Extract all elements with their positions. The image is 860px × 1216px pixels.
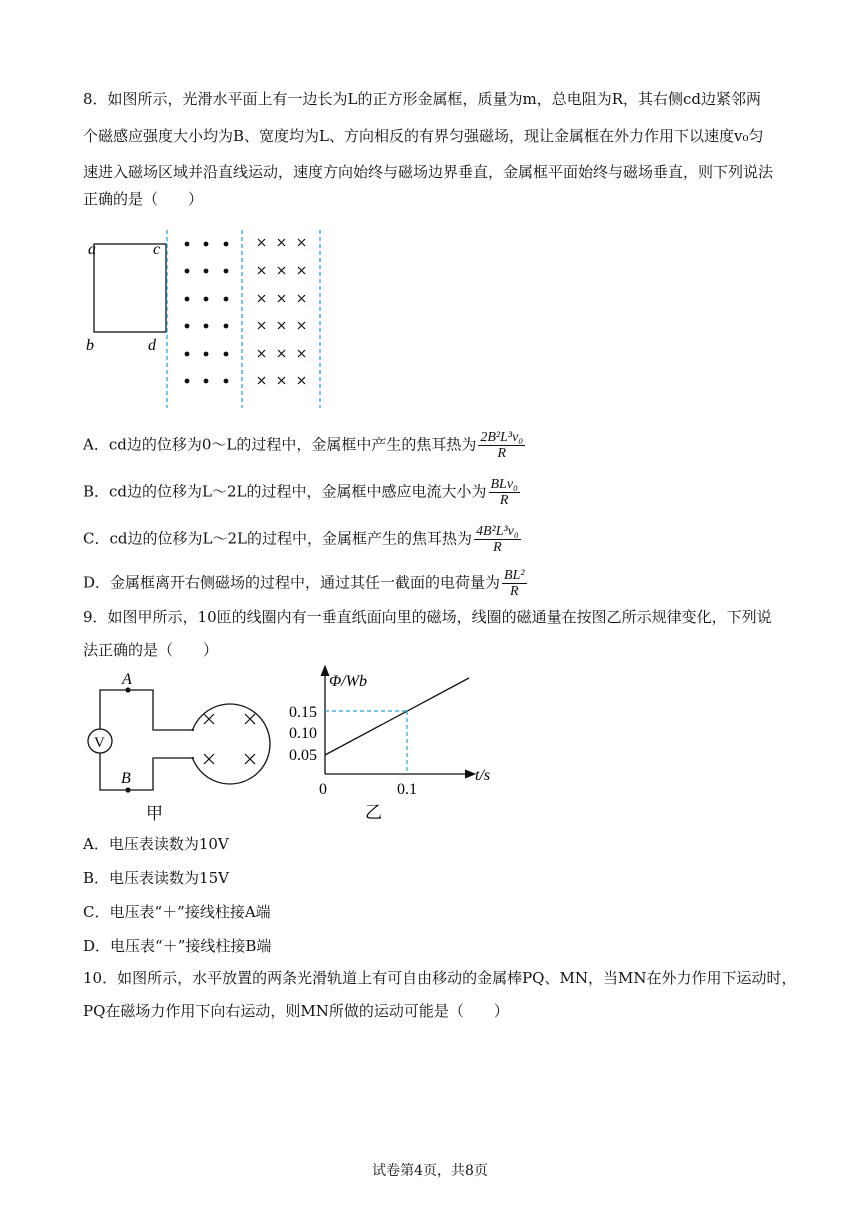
tick-0.05: 0.05 bbox=[289, 747, 317, 764]
q8-option-b[interactable]: B．cd边的位移为L～2L的过程中，金属框中感应电流大小为 $\frac{\text{BLv₀}}{R}$ bbox=[83, 477, 518, 508]
q8-option-d[interactable]: D．金属框离开右侧磁场的过程中，通过其任一截面的电荷量为 $\frac{\text{BL²}}{R}$ bbox=[83, 568, 525, 599]
q8-option-c[interactable]: C．cd边的位移为L～2L的过程中，金属框产生的焦耳热为 $\frac{\text{4B²L³v₀}}{R}$ bbox=[83, 524, 519, 555]
q8-stem-line4: 正确的是（ ） bbox=[83, 190, 204, 208]
field-into-page-crosses bbox=[258, 239, 305, 384]
tick-origin: 0 bbox=[319, 781, 327, 798]
page-footer: 试卷第4页，共8页 bbox=[372, 1163, 488, 1179]
graph-ylabel: Φ/Wb bbox=[329, 673, 367, 690]
tick-0.10: 0.10 bbox=[289, 725, 317, 742]
q9-option-c[interactable]: C．电压表“＋”接线柱接A端 bbox=[83, 903, 271, 921]
circuit-wire bbox=[100, 690, 190, 742]
graph-x-arrow bbox=[465, 770, 475, 778]
q8-option-d-fraction: $\frac{\text{BL²}}{R}$ bbox=[504, 568, 525, 599]
terminal-a bbox=[125, 687, 130, 692]
q9-option-b[interactable]: B．电压表读数为15V bbox=[83, 869, 229, 887]
q8-stem-line3: 速进入磁场区域并沿直线运动，速度方向始终与磁场边界垂直，金属框平面始终与磁场垂直，则下列说法 bbox=[83, 163, 774, 181]
label-d: d bbox=[148, 337, 156, 354]
coil-field-crosses bbox=[204, 714, 255, 764]
q10-stem-line1: 10．如图所示，水平放置的两条光滑轨道上有可自由移动的金属棒PQ、MN，当MN在外力作用下运动时， bbox=[83, 969, 797, 987]
q10-stem-line2: PQ在磁场力作用下向右运动，则MN所做的运动可能是（ ） bbox=[83, 1002, 509, 1020]
tick-0.15: 0.15 bbox=[289, 704, 317, 721]
circuit-wire-lower bbox=[100, 742, 190, 790]
caption-jia: 甲 bbox=[146, 804, 163, 823]
q9-figure-graph bbox=[285, 664, 505, 824]
label-a: a bbox=[88, 241, 96, 258]
caption-yi: 乙 bbox=[365, 803, 382, 822]
q8-option-c-fraction: $\frac{\text{4B²L³v₀}}{R}$ bbox=[475, 524, 519, 555]
q9-stem-line2: 法正确的是（ ） bbox=[83, 641, 219, 659]
q9-figure-circuit bbox=[80, 668, 280, 828]
q8-option-a-fraction: $\frac{\text{2B²L³v₀}}{R}$ bbox=[480, 430, 524, 461]
graph-xlabel: t/s bbox=[475, 767, 491, 784]
q8-stem-line2: 个磁感应强度大小均为B、宽度均为L、方向相反的有界匀强磁场，现让金属框在外力作用下以速度v₀匀 bbox=[83, 127, 764, 145]
label-terminal-a: A bbox=[122, 671, 132, 688]
label-b: b bbox=[86, 337, 94, 354]
q9-option-a[interactable]: A．电压表读数为10V bbox=[83, 835, 229, 853]
field-out-of-page-dots bbox=[185, 242, 229, 384]
q8-figure bbox=[80, 228, 340, 410]
label-c: c bbox=[153, 241, 161, 258]
terminal-b bbox=[125, 787, 130, 792]
label-terminal-b: B bbox=[121, 770, 131, 787]
voltmeter-label: V bbox=[94, 735, 105, 751]
q9-stem-line1: 9．如图甲所示，10匝的线圈内有一垂直纸面向里的磁场，线圈的磁通量在按图乙所示规律变化，下列说 bbox=[83, 608, 772, 626]
tick-0.1: 0.1 bbox=[397, 781, 417, 798]
q9-option-d[interactable]: D．电压表“＋”接线柱接B端 bbox=[83, 937, 272, 955]
coil-loop bbox=[190, 704, 270, 784]
graph-y-arrow bbox=[321, 666, 329, 676]
q8-option-b-fraction: $\frac{\text{BLv₀}}{R}$ bbox=[490, 477, 518, 508]
q8-stem-line1: 8．如图所示，光滑水平面上有一边长为L的正方形金属框，质量为m，总电阻为R，其右侧cd边紧邻两 bbox=[83, 90, 762, 108]
q8-option-a[interactable]: A．cd边的位移为0～L的过程中，金属框中产生的焦耳热为 $\frac{\text{2B²L³v₀}}{R}$ bbox=[83, 430, 524, 461]
